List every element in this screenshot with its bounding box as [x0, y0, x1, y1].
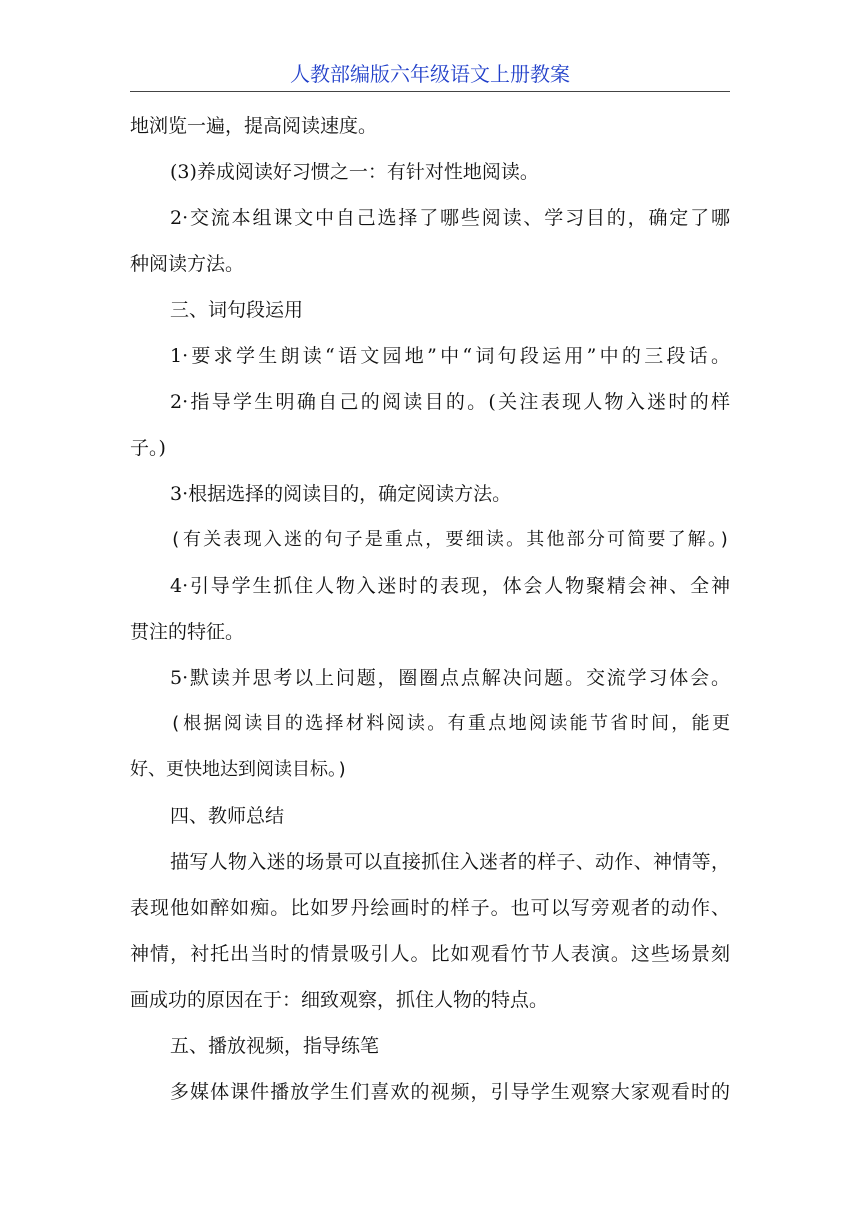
- note-line: (根据阅读目的选择材料阅读。有重点地阅读能节省时间，能更: [170, 713, 730, 734]
- text-line: 贯注的特征。: [130, 621, 245, 643]
- text-line: 种阅读方法。: [130, 253, 245, 275]
- text-line: 多媒体课件播放学生们喜欢的视频，引导学生观察大家观看时的: [170, 1081, 730, 1103]
- text-line: (3)养成阅读好习惯之一：有针对性地阅读。: [170, 161, 539, 183]
- note-line: 好、更快地达到阅读目标。): [130, 759, 348, 780]
- text-line: 地浏览一遍，提高阅读速度。: [130, 115, 378, 137]
- text-line: 2·指导学生明确自己的阅读目的。(关注表现人物入迷时的样: [170, 391, 730, 413]
- text-line: 5·默读并思考以上问题，圈圈点点解决问题。交流学习体会。: [170, 667, 730, 689]
- text-line: 描写人物入迷的场景可以直接抓住入迷者的样子、动作、神情等，: [170, 851, 730, 873]
- text-line: 4·引导学生抓住人物入迷时的表现，体会人物聚精会神、全神: [170, 575, 730, 597]
- header-divider: [130, 91, 730, 92]
- page-header-title: 人教部编版六年级语文上册教案: [290, 62, 570, 86]
- section-heading: 四、教师总结: [170, 805, 285, 827]
- section-heading: 五、播放视频，指导练笔: [170, 1035, 380, 1057]
- text-line: 2·交流本组课文中自己选择了哪些阅读、学习目的，确定了哪: [170, 207, 730, 229]
- text-line: 子。): [130, 437, 166, 459]
- note-line: (有关表现入迷的句子是重点，要细读。其他部分可简要了解。): [170, 529, 730, 550]
- text-line: 1·要求学生朗读“语文园地”中“词句段运用”中的三段话。: [170, 345, 730, 367]
- section-heading: 三、词句段运用: [170, 299, 304, 321]
- text-line: 神情，衬托出当时的情景吸引人。比如观看竹节人表演。这些场景刻: [130, 943, 730, 965]
- text-line: 表现他如醉如痴。比如罗丹绘画时的样子。也可以写旁观者的动作、: [130, 897, 730, 919]
- text-line: 3·根据选择的阅读目的，确定阅读方法。: [170, 483, 512, 505]
- text-line: 画成功的原因在于：细致观察，抓住人物的特点。: [130, 989, 549, 1011]
